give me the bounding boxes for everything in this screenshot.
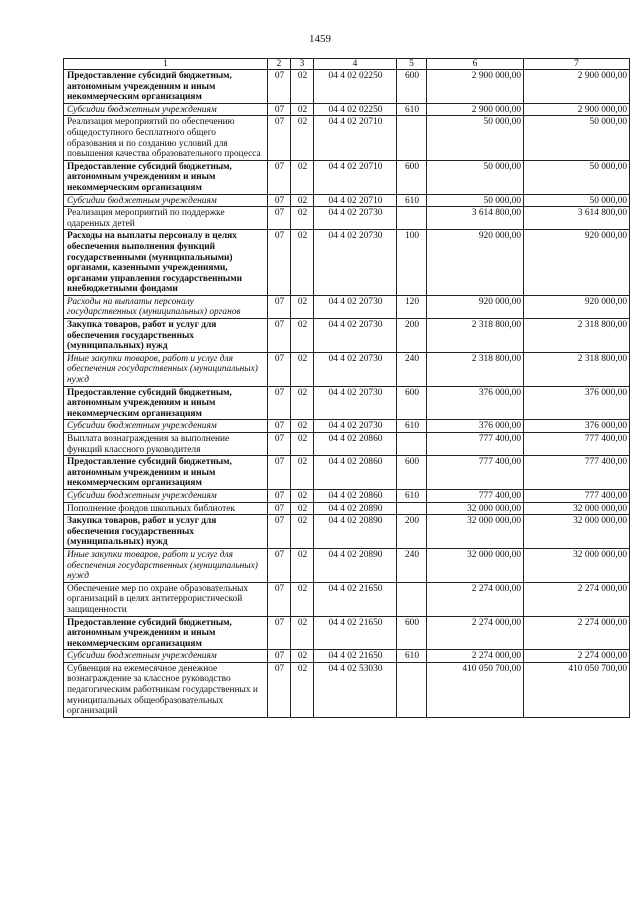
- amount-col6-cell: 2 900 000,00: [427, 70, 524, 104]
- target-article-cell: 04 4 02 21650: [314, 650, 397, 663]
- column-header: 1: [64, 59, 268, 70]
- amount-col7-cell: 410 050 700,00: [524, 662, 630, 717]
- target-article-cell: 04 4 02 20890: [314, 515, 397, 549]
- page-number: 1459: [309, 33, 331, 45]
- section-code-cell: 07: [268, 650, 291, 663]
- amount-col7-cell: 777 400,00: [524, 489, 630, 502]
- section-code-cell: 07: [268, 207, 291, 230]
- target-article-cell: 04 4 02 20730: [314, 420, 397, 433]
- amount-col6-cell: 50 000,00: [427, 116, 524, 160]
- expense-type-cell: 600: [397, 616, 427, 650]
- subsection-code-cell: 02: [291, 160, 314, 194]
- section-code-cell: 07: [268, 582, 291, 616]
- row-name-cell: Пополнение фондов школьных библиотек: [64, 502, 268, 515]
- section-code-cell: 07: [268, 433, 291, 456]
- amount-col6-cell: 50 000,00: [427, 160, 524, 194]
- expense-type-cell: 600: [397, 70, 427, 104]
- section-code-cell: 07: [268, 295, 291, 318]
- expense-type-cell: [397, 116, 427, 160]
- expense-type-cell: [397, 207, 427, 230]
- amount-col7-cell: 2 900 000,00: [524, 70, 630, 104]
- table-row: [64, 662, 630, 717]
- expense-type-cell: [397, 662, 427, 717]
- expense-type-cell: [397, 502, 427, 515]
- section-code-cell: 07: [268, 502, 291, 515]
- row-name-cell: Предоставление субсидий бюджетным, автономным учреждениям и иным некоммерческим организациям: [64, 70, 268, 104]
- amount-col6-cell: 32 000 000,00: [427, 502, 524, 515]
- table-row: [64, 116, 630, 160]
- target-article-cell: 04 4 02 20710: [314, 116, 397, 160]
- row-name-cell: Обеспечение мер по охране образовательных организаций в целях антитеррористической защищенности: [64, 582, 268, 616]
- subsection-code-cell: 02: [291, 502, 314, 515]
- amount-col7-cell: 376 000,00: [524, 420, 630, 433]
- amount-col6-cell: 2 274 000,00: [427, 616, 524, 650]
- row-name-cell: Реализация мероприятий по поддержке одаренных детей: [64, 207, 268, 230]
- expense-type-cell: 240: [397, 548, 427, 582]
- subsection-code-cell: 02: [291, 230, 314, 296]
- amount-col7-cell: 2 274 000,00: [524, 650, 630, 663]
- target-article-cell: 04 4 02 21650: [314, 616, 397, 650]
- target-article-cell: 04 4 02 20730: [314, 295, 397, 318]
- subsection-code-cell: 02: [291, 116, 314, 160]
- table-row: [64, 230, 630, 296]
- expense-type-cell: 610: [397, 194, 427, 207]
- amount-col6-cell: 410 050 700,00: [427, 662, 524, 717]
- subsection-code-cell: 02: [291, 489, 314, 502]
- subsection-code-cell: 02: [291, 207, 314, 230]
- column-header: 7: [524, 59, 630, 70]
- expense-type-cell: 610: [397, 489, 427, 502]
- row-name-cell: Субсидии бюджетным учреждениям: [64, 194, 268, 207]
- section-code-cell: 07: [268, 489, 291, 502]
- amount-col7-cell: 2 318 800,00: [524, 352, 630, 386]
- target-article-cell: 04 4 02 20890: [314, 548, 397, 582]
- section-code-cell: 07: [268, 420, 291, 433]
- amount-col7-cell: 2 318 800,00: [524, 319, 630, 353]
- amount-col7-cell: 920 000,00: [524, 295, 630, 318]
- row-name-cell: Субсидии бюджетным учреждениям: [64, 420, 268, 433]
- table-row: [64, 582, 630, 616]
- target-article-cell: 04 4 02 20860: [314, 489, 397, 502]
- column-header: 6: [427, 59, 524, 70]
- amount-col6-cell: 32 000 000,00: [427, 515, 524, 549]
- budget-table: [63, 58, 630, 718]
- amount-col6-cell: 2 900 000,00: [427, 103, 524, 116]
- table-row: [64, 515, 630, 549]
- row-name-cell: Предоставление субсидий бюджетным, автономным учреждениям и иным некоммерческим организациям: [64, 456, 268, 490]
- amount-col6-cell: 920 000,00: [427, 295, 524, 318]
- amount-col7-cell: 777 400,00: [524, 433, 630, 456]
- target-article-cell: 04 4 02 20710: [314, 194, 397, 207]
- subsection-code-cell: 02: [291, 616, 314, 650]
- row-name-cell: Выплата вознаграждения за выполнение функций классного руководителя: [64, 433, 268, 456]
- expense-type-cell: [397, 582, 427, 616]
- expense-type-cell: 600: [397, 456, 427, 490]
- subsection-code-cell: 02: [291, 103, 314, 116]
- section-code-cell: 07: [268, 616, 291, 650]
- section-code-cell: 07: [268, 456, 291, 490]
- subsection-code-cell: 02: [291, 662, 314, 717]
- amount-col7-cell: 920 000,00: [524, 230, 630, 296]
- row-name-cell: Предоставление субсидий бюджетным, автономным учреждениям и иным некоммерческим организациям: [64, 160, 268, 194]
- amount-col6-cell: 376 000,00: [427, 386, 524, 420]
- target-article-cell: 04 4 02 20860: [314, 433, 397, 456]
- subsection-code-cell: 02: [291, 295, 314, 318]
- row-name-cell: Субвенция на ежемесячное денежное вознаграждение за классное руководство педагогическим работникам государственных и муниципальных общеобразовательных организаций: [64, 662, 268, 717]
- table-row: [64, 548, 630, 582]
- table-row: [64, 319, 630, 353]
- amount-col6-cell: 2 274 000,00: [427, 650, 524, 663]
- expense-type-cell: 200: [397, 515, 427, 549]
- section-code-cell: 07: [268, 352, 291, 386]
- table-body: [64, 70, 630, 718]
- section-code-cell: 07: [268, 230, 291, 296]
- subsection-code-cell: 02: [291, 650, 314, 663]
- amount-col7-cell: 50 000,00: [524, 160, 630, 194]
- table-row: [64, 489, 630, 502]
- section-code-cell: 07: [268, 70, 291, 104]
- amount-col7-cell: 3 614 800,00: [524, 207, 630, 230]
- table-row: [64, 160, 630, 194]
- amount-col7-cell: 2 274 000,00: [524, 582, 630, 616]
- column-header: 3: [291, 59, 314, 70]
- expense-type-cell: 240: [397, 352, 427, 386]
- expense-type-cell: 610: [397, 650, 427, 663]
- row-name-cell: Иные закупки товаров, работ и услуг для обеспечения государственных (муниципальных) нужд: [64, 548, 268, 582]
- table-row: [64, 420, 630, 433]
- target-article-cell: 04 4 02 02250: [314, 103, 397, 116]
- amount-col7-cell: 2 274 000,00: [524, 616, 630, 650]
- section-code-cell: 07: [268, 515, 291, 549]
- amount-col7-cell: 32 000 000,00: [524, 548, 630, 582]
- amount-col7-cell: 50 000,00: [524, 194, 630, 207]
- column-header: 2: [268, 59, 291, 70]
- subsection-code-cell: 02: [291, 420, 314, 433]
- target-article-cell: 04 4 02 20730: [314, 386, 397, 420]
- row-name-cell: Расходы на выплаты персоналу в целях обеспечения выполнения функций государственными (муниципальными) органами, казенными учреждениями, органами управления государственными внебюджетными фондами: [64, 230, 268, 296]
- table-row: [64, 295, 630, 318]
- amount-col7-cell: 50 000,00: [524, 116, 630, 160]
- table-row: [64, 352, 630, 386]
- section-code-cell: 07: [268, 116, 291, 160]
- target-article-cell: 04 4 02 20710: [314, 160, 397, 194]
- subsection-code-cell: 02: [291, 70, 314, 104]
- section-code-cell: 07: [268, 662, 291, 717]
- amount-col6-cell: 376 000,00: [427, 420, 524, 433]
- target-article-cell: 04 4 02 20890: [314, 502, 397, 515]
- subsection-code-cell: 02: [291, 319, 314, 353]
- row-name-cell: Расходы на выплаты персоналу государственных (муниципальных) органов: [64, 295, 268, 318]
- target-article-cell: 04 4 02 53030: [314, 662, 397, 717]
- amount-col7-cell: 32 000 000,00: [524, 502, 630, 515]
- table-row: [64, 502, 630, 515]
- row-name-cell: Закупка товаров, работ и услуг для обеспечения государственных (муниципальных) нужд: [64, 319, 268, 353]
- amount-col6-cell: 777 400,00: [427, 433, 524, 456]
- expense-type-cell: 600: [397, 386, 427, 420]
- subsection-code-cell: 02: [291, 352, 314, 386]
- amount-col6-cell: 2 318 800,00: [427, 352, 524, 386]
- amount-col6-cell: 777 400,00: [427, 456, 524, 490]
- table-row: [64, 207, 630, 230]
- target-article-cell: 04 4 02 20730: [314, 319, 397, 353]
- expense-type-cell: 610: [397, 420, 427, 433]
- table-row: [64, 103, 630, 116]
- table-row: [64, 194, 630, 207]
- subsection-code-cell: 02: [291, 456, 314, 490]
- expense-type-cell: 100: [397, 230, 427, 296]
- target-article-cell: 04 4 02 21650: [314, 582, 397, 616]
- expense-type-cell: [397, 433, 427, 456]
- amount-col6-cell: 32 000 000,00: [427, 548, 524, 582]
- amount-col7-cell: 32 000 000,00: [524, 515, 630, 549]
- table-row: [64, 650, 630, 663]
- amount-col6-cell: 777 400,00: [427, 489, 524, 502]
- target-article-cell: 04 4 02 20730: [314, 352, 397, 386]
- amount-col7-cell: 376 000,00: [524, 386, 630, 420]
- table-row: [64, 456, 630, 490]
- row-name-cell: Закупка товаров, работ и услуг для обеспечения государственных (муниципальных) нужд: [64, 515, 268, 549]
- table-row: [64, 70, 630, 104]
- expense-type-cell: 610: [397, 103, 427, 116]
- table-row: [64, 616, 630, 650]
- section-code-cell: 07: [268, 160, 291, 194]
- expense-type-cell: 120: [397, 295, 427, 318]
- row-name-cell: Субсидии бюджетным учреждениям: [64, 103, 268, 116]
- table-row: [64, 433, 630, 456]
- subsection-code-cell: 02: [291, 433, 314, 456]
- table-header-row: [64, 59, 630, 70]
- section-code-cell: 07: [268, 386, 291, 420]
- subsection-code-cell: 02: [291, 515, 314, 549]
- subsection-code-cell: 02: [291, 194, 314, 207]
- target-article-cell: 04 4 02 20730: [314, 230, 397, 296]
- column-header: 5: [397, 59, 427, 70]
- column-header: 4: [314, 59, 397, 70]
- amount-col6-cell: 2 274 000,00: [427, 582, 524, 616]
- expense-type-cell: 600: [397, 160, 427, 194]
- row-name-cell: Субсидии бюджетным учреждениям: [64, 650, 268, 663]
- expense-type-cell: 200: [397, 319, 427, 353]
- target-article-cell: 04 4 02 20860: [314, 456, 397, 490]
- amount-col6-cell: 2 318 800,00: [427, 319, 524, 353]
- target-article-cell: 04 4 02 02250: [314, 70, 397, 104]
- amount-col6-cell: 920 000,00: [427, 230, 524, 296]
- row-name-cell: Иные закупки товаров, работ и услуг для обеспечения государственных (муниципальных) нужд: [64, 352, 268, 386]
- row-name-cell: Предоставление субсидий бюджетным, автономным учреждениям и иным некоммерческим организациям: [64, 386, 268, 420]
- amount-col6-cell: 3 614 800,00: [427, 207, 524, 230]
- amount-col7-cell: 2 900 000,00: [524, 103, 630, 116]
- row-name-cell: Реализация мероприятий по обеспечению общедоступного бесплатного общего образования и по созданию условий для повышения качества образовательного процесса: [64, 116, 268, 160]
- target-article-cell: 04 4 02 20730: [314, 207, 397, 230]
- subsection-code-cell: 02: [291, 386, 314, 420]
- row-name-cell: Субсидии бюджетным учреждениям: [64, 489, 268, 502]
- row-name-cell: Предоставление субсидий бюджетным, автономным учреждениям и иным некоммерческим организациям: [64, 616, 268, 650]
- subsection-code-cell: 02: [291, 582, 314, 616]
- amount-col7-cell: 777 400,00: [524, 456, 630, 490]
- section-code-cell: 07: [268, 319, 291, 353]
- section-code-cell: 07: [268, 103, 291, 116]
- table-row: [64, 386, 630, 420]
- section-code-cell: 07: [268, 548, 291, 582]
- amount-col6-cell: 50 000,00: [427, 194, 524, 207]
- section-code-cell: 07: [268, 194, 291, 207]
- subsection-code-cell: 02: [291, 548, 314, 582]
